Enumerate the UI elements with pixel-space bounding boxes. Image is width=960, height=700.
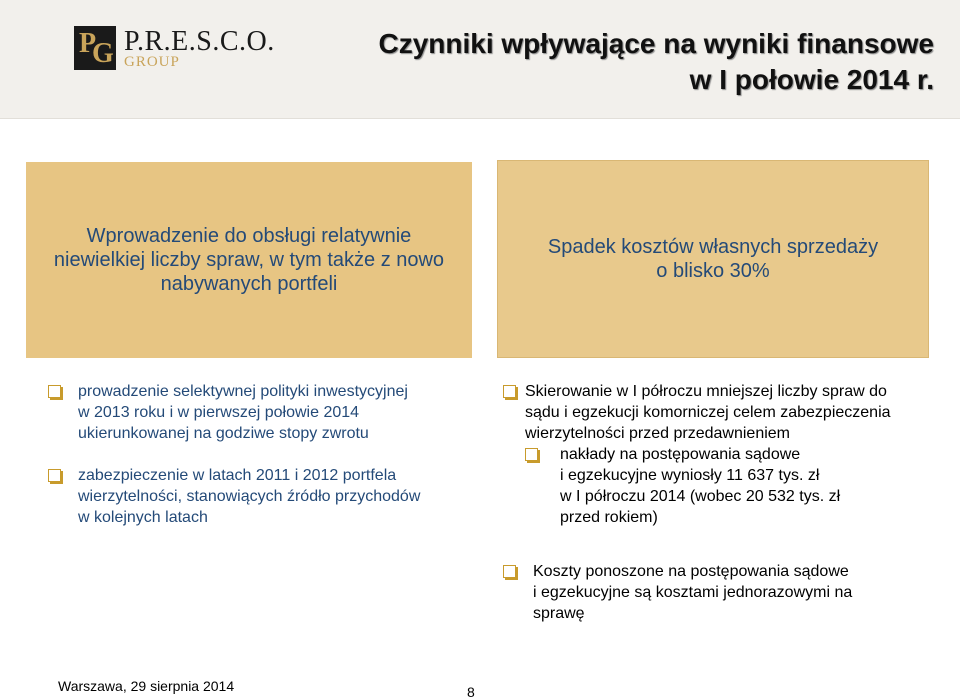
- logo-letter-g: G: [92, 38, 114, 69]
- slide-title: [378, 26, 934, 98]
- box-right-line: o blisko 30%: [656, 260, 770, 282]
- checkbox-bullet-icon: [48, 469, 61, 482]
- bullet-line: wierzytelności przed przedawnieniem: [525, 425, 791, 442]
- bullet-line: przed rokiem): [560, 509, 658, 526]
- list-item: [48, 381, 453, 444]
- checkbox-bullet-icon: [48, 385, 61, 398]
- sub-list-item: [503, 444, 928, 528]
- checkbox-bullet-icon: [503, 385, 516, 398]
- header-bar: [0, 0, 960, 119]
- box-right-line: Spadek kosztów własnych sprzedaży: [547, 236, 879, 258]
- bullet-line: sprawę: [533, 605, 585, 622]
- company-logo: [74, 26, 274, 74]
- bullet-line: ukierunkowanej na godziwe stopy zwrotu: [78, 425, 369, 442]
- bullet-line: w 2013 roku i w pierwszej połowie 2014: [78, 404, 360, 421]
- logo-letter-p: P: [79, 28, 97, 59]
- bullet-line: nakłady na postępowania sądowe: [560, 446, 801, 463]
- box-left-line: Wprowadzenie do obsługi relatywnie: [86, 225, 412, 247]
- bullet-line: zabezpieczenie w latach 2011 i 2012 portfela: [78, 467, 397, 484]
- title-line-1: Czynniki wpływające na wyniki finansowe: [378, 28, 934, 59]
- list-item: [503, 561, 923, 624]
- bullet-line: wierzytelności, stanowiących źródło przychodów: [78, 488, 421, 505]
- title-line-2: w I połowie 2014 r.: [689, 64, 934, 95]
- left-bullet-list: [48, 381, 453, 528]
- box-left-line: niewielkiej liczby spraw, w tym także z nowo: [53, 249, 445, 271]
- bullet-line: w kolejnych latach: [78, 509, 208, 526]
- checkbox-bullet-icon: [503, 565, 516, 578]
- bullet-line: prowadzenie selektywnej polityki inwestycyjnej: [78, 383, 408, 400]
- logo-name: P.R.E.S.C.O.: [124, 26, 275, 57]
- logo-group: GROUP: [124, 54, 180, 70]
- box-left-line: nabywanych portfeli: [160, 273, 338, 295]
- page-number: 8: [467, 684, 475, 700]
- bullet-line: i egzekucyjne są kosztami jednorazowymi na: [533, 584, 853, 601]
- list-item: [503, 381, 928, 444]
- list-item: [48, 465, 453, 528]
- bullet-line: sądu i egzekucji komorniczej celem zabezpieczenia: [525, 404, 891, 421]
- logo-mark: [74, 26, 116, 70]
- right-bullet-list-2: [503, 561, 923, 624]
- factor-box-right: [497, 160, 929, 358]
- footer-date: Warszawa, 29 sierpnia 2014: [58, 678, 235, 694]
- bullet-line: w I półroczu 2014 (wobec 20 532 tys. zł: [560, 488, 841, 505]
- factor-box-left: [26, 162, 472, 358]
- bullet-line: Skierowanie w I półroczu mniejszej liczby spraw do: [525, 383, 887, 400]
- checkbox-bullet-icon: [525, 448, 538, 461]
- right-bullet-list: [503, 381, 928, 528]
- bullet-line: Koszty ponoszone na postępowania sądowe: [533, 563, 849, 580]
- bullet-line: i egzekucyjne wyniosły 11 637 tys. zł: [560, 467, 820, 484]
